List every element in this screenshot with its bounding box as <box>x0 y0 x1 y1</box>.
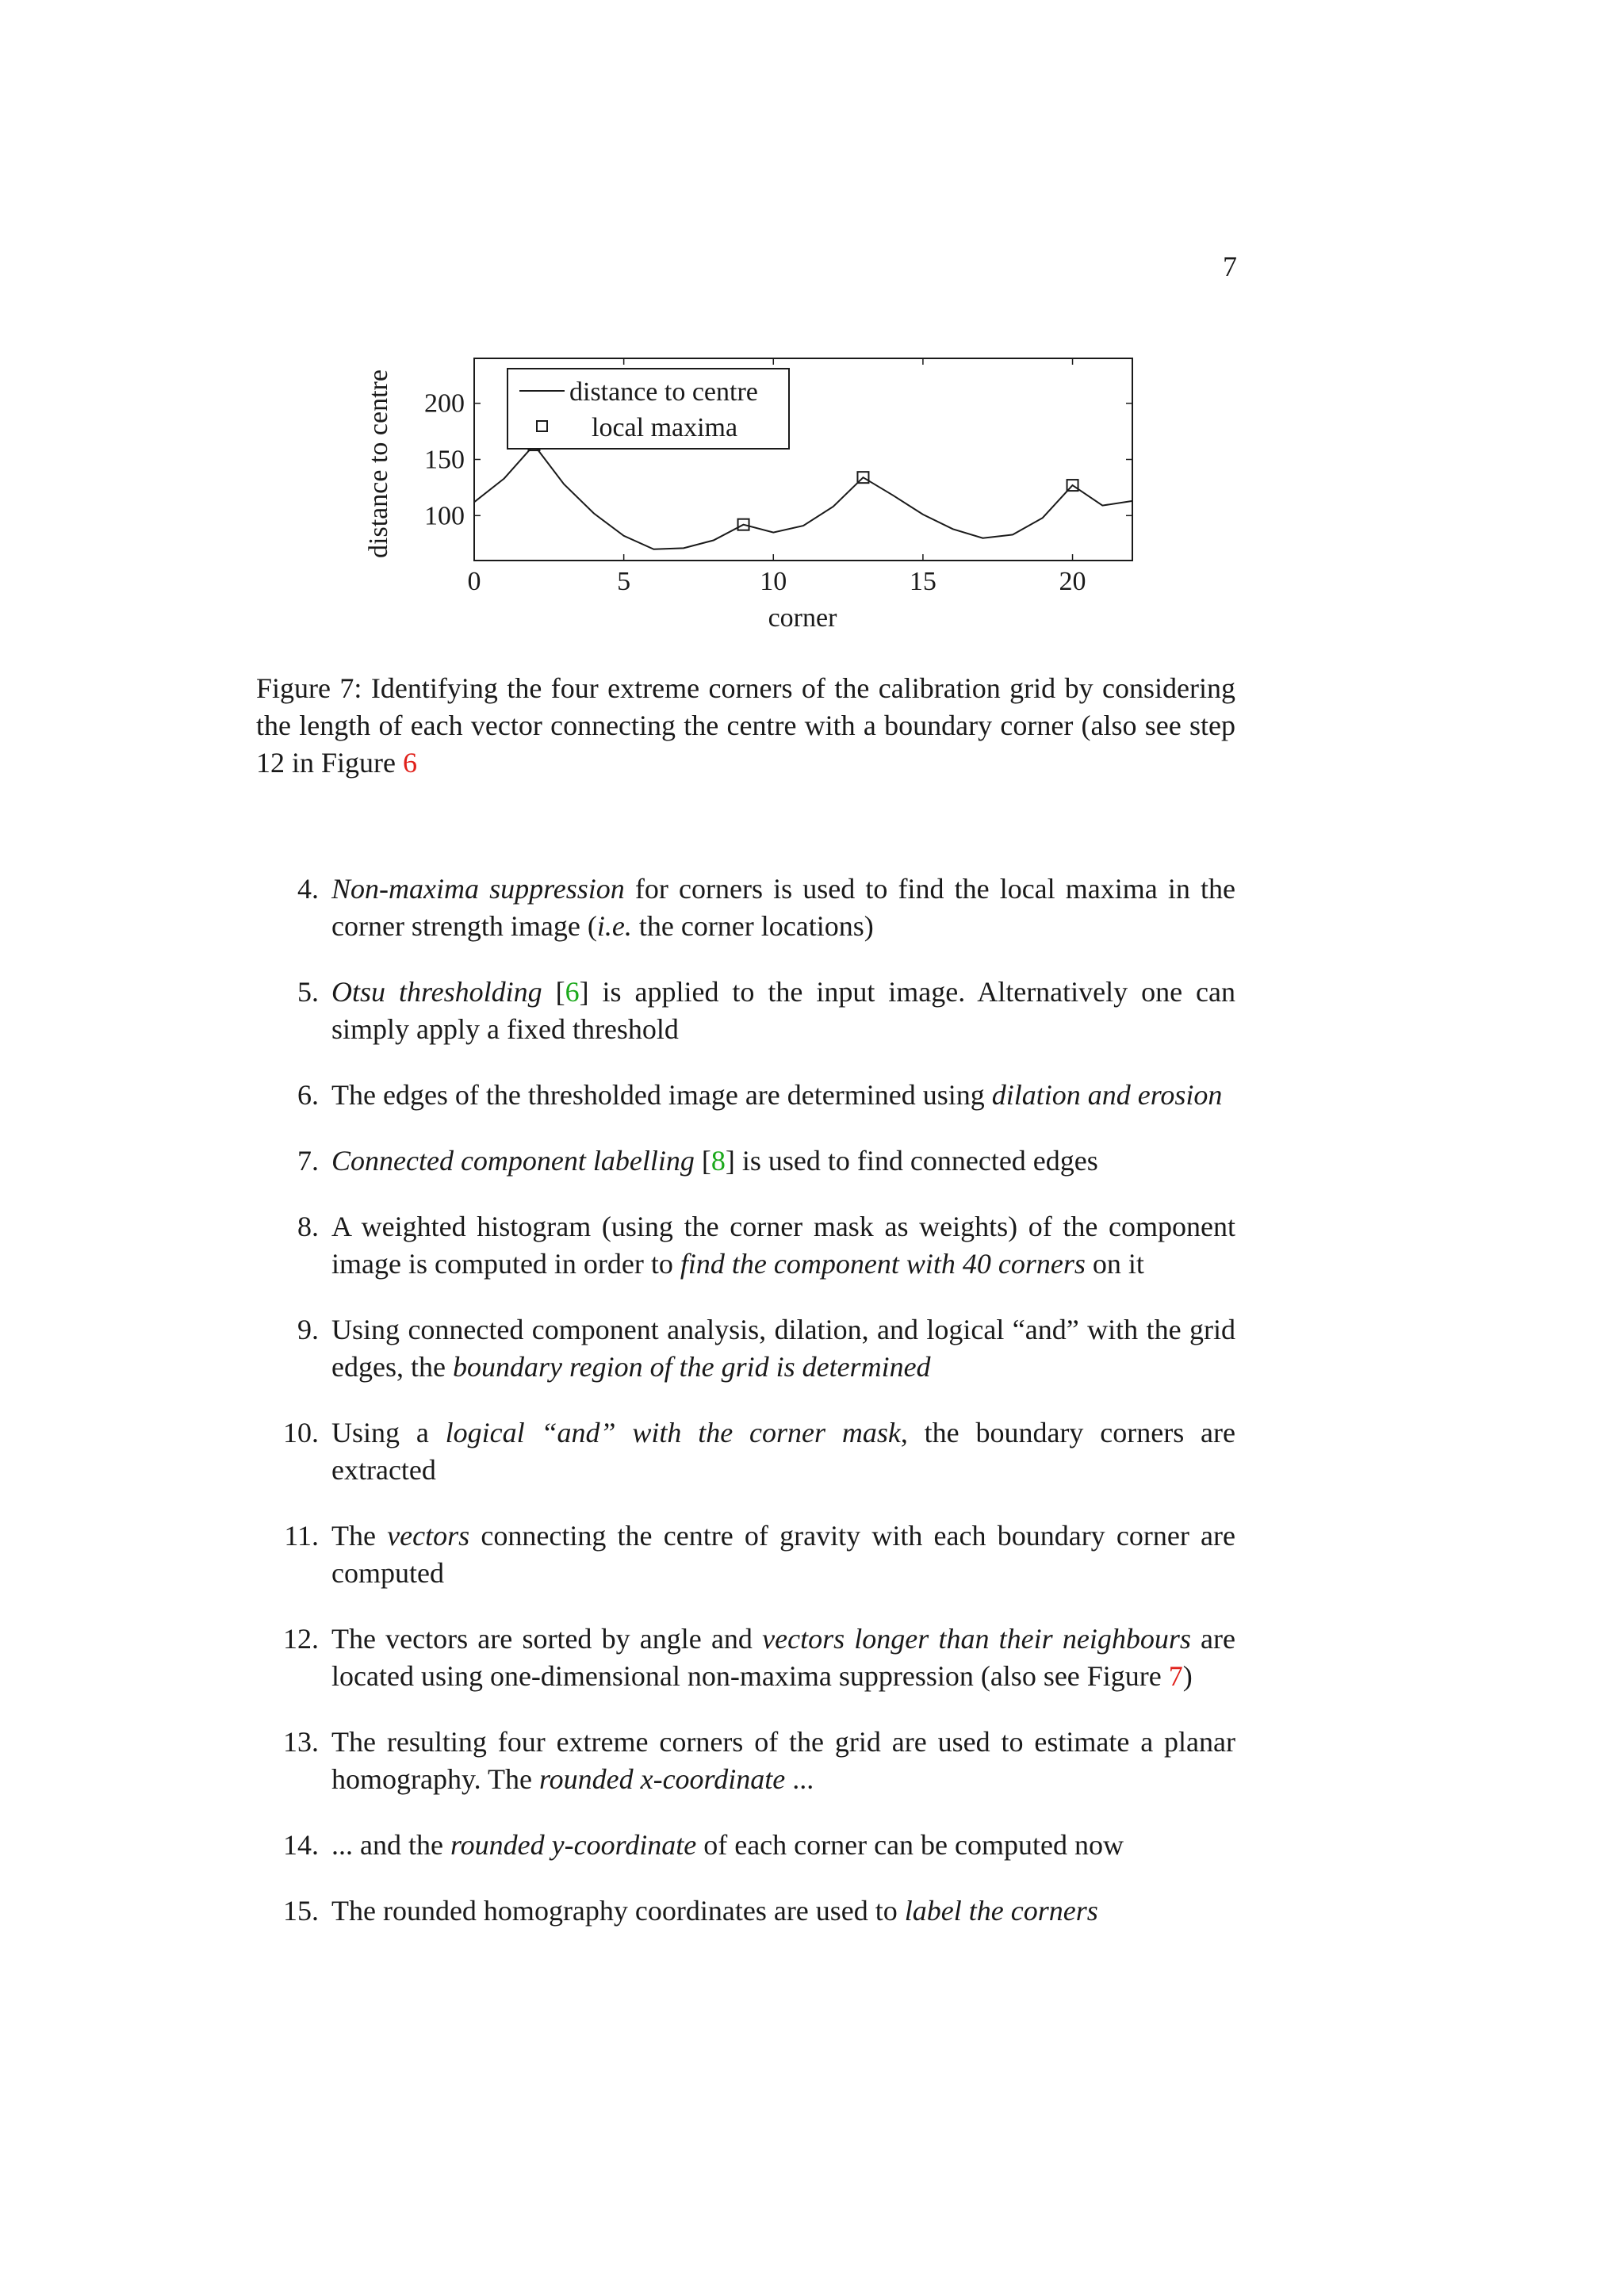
step-number: 6. <box>297 1079 319 1111</box>
step-item <box>262 1142 1235 1180</box>
step-number: 11. <box>284 1520 319 1552</box>
step-item <box>262 1621 1235 1695</box>
step-text-run: , the boundary corners are extracted <box>331 1417 1235 1486</box>
step-number: 14. <box>283 1829 319 1861</box>
step-number: 4. <box>297 873 319 905</box>
step-text-run: the corner locations) <box>631 910 874 942</box>
step-item <box>262 1077 1235 1114</box>
step-item <box>262 1827 1235 1864</box>
x-tick-label: 10 <box>760 567 787 596</box>
step-item <box>262 871 1235 945</box>
step-text-run: [ <box>542 976 565 1008</box>
citation-link[interactable]: 8 <box>710 1145 726 1177</box>
step-text <box>331 1520 1235 1589</box>
step-text-run: ... and the <box>331 1829 450 1861</box>
legend-entry-distance: distance to centre <box>569 377 758 407</box>
step-number: 13. <box>283 1726 319 1758</box>
x-tick-label: 15 <box>909 567 936 596</box>
step-text-run: The <box>331 1520 388 1552</box>
step-number: 5. <box>297 976 319 1008</box>
x-tick-label: 0 <box>467 567 481 596</box>
step-text-run: ) <box>1182 1660 1193 1692</box>
citation-link[interactable]: 6 <box>565 976 580 1008</box>
step-text <box>331 1145 1098 1177</box>
step-text <box>331 1417 1235 1486</box>
step-item <box>262 1892 1235 1930</box>
step-text <box>331 873 1235 942</box>
step-item <box>262 1311 1235 1386</box>
algorithm-steps-list <box>262 871 1235 1958</box>
step-emphasis: rounded y-coordinate <box>450 1829 697 1861</box>
step-text-run: Using a <box>331 1417 446 1448</box>
caption-text: Identifying the four extreme corners of the calibration grid by considering the length of each vector connecting the centre with a boundary corner (also see step 12 in Figure <box>256 672 1236 779</box>
caption-label: Figure 7: <box>256 672 362 704</box>
page-number: 7 <box>1223 251 1237 282</box>
step-text <box>331 1314 1235 1383</box>
x-axis-label: corner <box>768 603 837 633</box>
step-text <box>331 976 1235 1045</box>
step-emphasis: logical “and” with the corner mask <box>445 1417 901 1448</box>
y-axis-label: distance to centre <box>364 369 393 558</box>
step-number: 12. <box>283 1623 319 1655</box>
step-emphasis: dilation and erosion <box>991 1079 1223 1111</box>
step-emphasis: Otsu thresholding <box>331 976 542 1008</box>
step-item <box>262 974 1235 1048</box>
figure-7-chart <box>357 341 1150 642</box>
step-emphasis: rounded x-coordinate <box>538 1763 786 1795</box>
step-text-run: ... <box>785 1763 814 1795</box>
x-tick-label: 20 <box>1059 567 1086 596</box>
step-text-run: ] is used to find connected edges <box>725 1145 1098 1177</box>
step-text-run: The resulting four extreme corners of the grid are used to estimate a planar homography. The <box>331 1726 1235 1795</box>
step-text <box>331 1623 1235 1692</box>
step-text-run: The vectors are sorted by angle and <box>331 1623 763 1655</box>
step-number: 8. <box>297 1211 319 1242</box>
step-text <box>331 1211 1235 1280</box>
step-item <box>262 1208 1235 1283</box>
step-item <box>262 1414 1235 1489</box>
step-emphasis: find the component with 40 corners <box>680 1248 1086 1280</box>
step-emphasis: vectors longer than their neighbours <box>762 1623 1191 1655</box>
step-text-run: of each corner can be computed now <box>696 1829 1124 1861</box>
figure-caption <box>256 670 1235 782</box>
step-item <box>262 1724 1235 1798</box>
step-number: 7. <box>297 1145 319 1177</box>
step-text-run: ] is applied to the input image. Alternatively one can simply apply a fixed threshold <box>331 976 1235 1045</box>
step-number: 10. <box>283 1417 319 1448</box>
step-text-run: connecting the centre of gravity with each boundary corner are computed <box>331 1520 1236 1589</box>
figure-ref-link[interactable]: 7 <box>1168 1660 1183 1692</box>
step-text-run: for corners is used to find the local maxima in the corner strength image ( <box>331 873 1235 942</box>
caption-figure-ref[interactable]: 6 <box>403 747 417 779</box>
step-text-run: The edges of the thresholded image are determined using <box>331 1079 992 1111</box>
step-text <box>331 1829 1124 1861</box>
step-text-run: Using connected component analysis, dilation, and logical “and” with the grid edges, the <box>331 1314 1235 1383</box>
y-tick-label: 100 <box>424 501 465 531</box>
step-emphasis: Connected component labelling <box>331 1145 695 1177</box>
step-text <box>331 1726 1235 1795</box>
chart-legend <box>508 369 789 449</box>
step-text-run: on it <box>1085 1248 1144 1280</box>
y-tick-label: 150 <box>424 445 465 475</box>
y-tick-label: 200 <box>424 388 465 419</box>
x-tick-label: 5 <box>617 567 631 596</box>
step-text <box>331 1079 1222 1111</box>
step-emphasis: label the corners <box>904 1895 1098 1927</box>
step-number: 9. <box>297 1314 319 1345</box>
step-text-run: The rounded homography coordinates are used to <box>331 1895 905 1927</box>
distance-to-centre-line <box>474 445 1132 549</box>
step-text-run: [ <box>694 1145 711 1177</box>
step-text-run: are located using one-dimensional non-maxima suppression (also see Figure <box>331 1623 1235 1692</box>
step-item <box>262 1517 1235 1592</box>
step-emphasis: boundary region of the grid is determined <box>452 1351 931 1383</box>
step-text <box>331 1895 1098 1927</box>
legend-entry-maxima: local maxima <box>592 413 738 442</box>
step-emphasis: i.e. <box>596 910 632 942</box>
step-number: 15. <box>283 1895 319 1927</box>
step-emphasis: vectors <box>387 1520 470 1552</box>
step-text-run: A weighted histogram (using the corner mask as weights) of the component image is computed in order to <box>331 1211 1235 1280</box>
step-emphasis: Non-maxima suppression <box>331 873 625 905</box>
